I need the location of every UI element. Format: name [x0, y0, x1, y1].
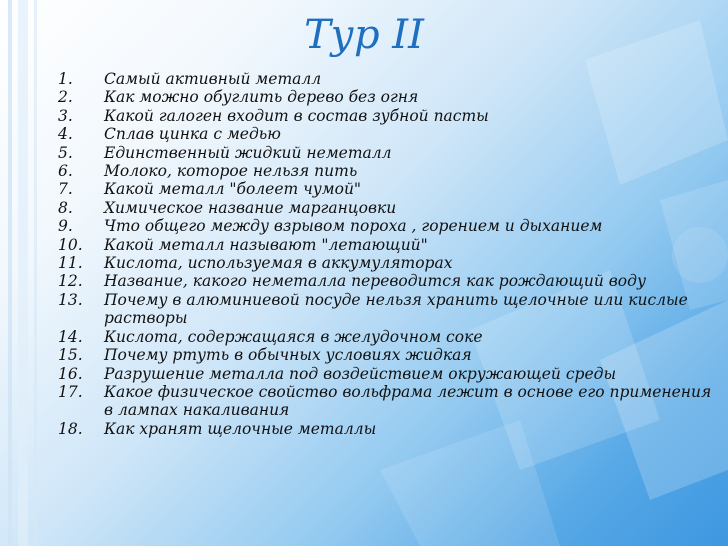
item-text: Сплав цинка с медью: [104, 125, 281, 144]
item-number: 11.: [58, 254, 83, 273]
item-text: Почему в алюминиевой посуде нельзя хранить щелочные или кислые растворы: [104, 290, 688, 328]
item-text: Какое физическое свойство вольфрама лежит в основе его применения в лампах накаливания: [104, 382, 712, 420]
item-number: 10.: [58, 235, 83, 254]
list-item: [58, 70, 718, 88]
list-item: [58, 291, 718, 328]
list-item: [58, 217, 718, 235]
list-item: [58, 162, 718, 180]
left-stripe: [8, 0, 12, 546]
item-text: Самый активный металл: [104, 70, 322, 88]
list-item: [58, 144, 718, 162]
list-item: [58, 254, 718, 272]
item-number: 9.: [58, 217, 73, 236]
item-number: 2.: [58, 88, 73, 107]
item-number: 7.: [58, 180, 73, 199]
item-text: Почему ртуть в обычных условиях жидкая: [104, 346, 472, 365]
item-text: Какой галоген входит в состав зубной пасты: [104, 106, 489, 125]
list-item: [58, 236, 718, 254]
item-text: Разрушение металла под воздействием окружающей среды: [104, 364, 617, 383]
item-number: 16.: [58, 364, 83, 383]
item-number: 17.: [58, 382, 83, 401]
item-number: 15.: [58, 346, 83, 365]
item-text: Как хранят щелочные металлы: [104, 419, 377, 438]
item-text: Молоко, которое нельзя пить: [104, 162, 358, 181]
item-text: Какой металл называют "летающий": [104, 235, 428, 254]
list-item: [58, 180, 718, 198]
left-stripe: [18, 0, 28, 546]
list-item: [58, 272, 718, 290]
list-item: [58, 383, 718, 420]
item-number: 4.: [58, 125, 73, 144]
item-text: Название, какого неметалла переводится как рождающий воду: [104, 272, 646, 291]
list-item: [58, 107, 718, 125]
slide-title: Тур II: [304, 12, 424, 58]
item-text: Химическое название марганцовки: [104, 198, 397, 217]
item-number: 1.: [58, 70, 73, 88]
list-item: [58, 365, 718, 383]
list-item: [58, 346, 718, 364]
question-list: [58, 70, 718, 438]
list-item: [58, 88, 718, 106]
left-stripe: [34, 0, 37, 546]
item-text: Кислота, используемая в аккумуляторах: [104, 254, 453, 273]
list-item: [58, 125, 718, 143]
item-text: Какой металл "болеет чумой": [104, 180, 362, 199]
list-item: [58, 199, 718, 217]
item-number: 18.: [58, 419, 83, 438]
item-number: 12.: [58, 272, 83, 291]
item-number: 14.: [58, 327, 83, 346]
item-text: Кислота, содержащаяся в желудочном соке: [104, 327, 483, 346]
item-number: 3.: [58, 106, 73, 125]
item-number: 6.: [58, 162, 73, 181]
item-text: Что общего между взрывом пороха , горением и дыханием: [104, 217, 603, 236]
item-text: Как можно обуглить дерево без огня: [104, 88, 419, 107]
item-text: Единственный жидкий неметалл: [104, 143, 392, 162]
item-number: 13.: [58, 290, 83, 309]
list-item: [58, 420, 718, 438]
list-item: [58, 328, 718, 346]
item-number: 5.: [58, 143, 73, 162]
item-number: 8.: [58, 198, 73, 217]
